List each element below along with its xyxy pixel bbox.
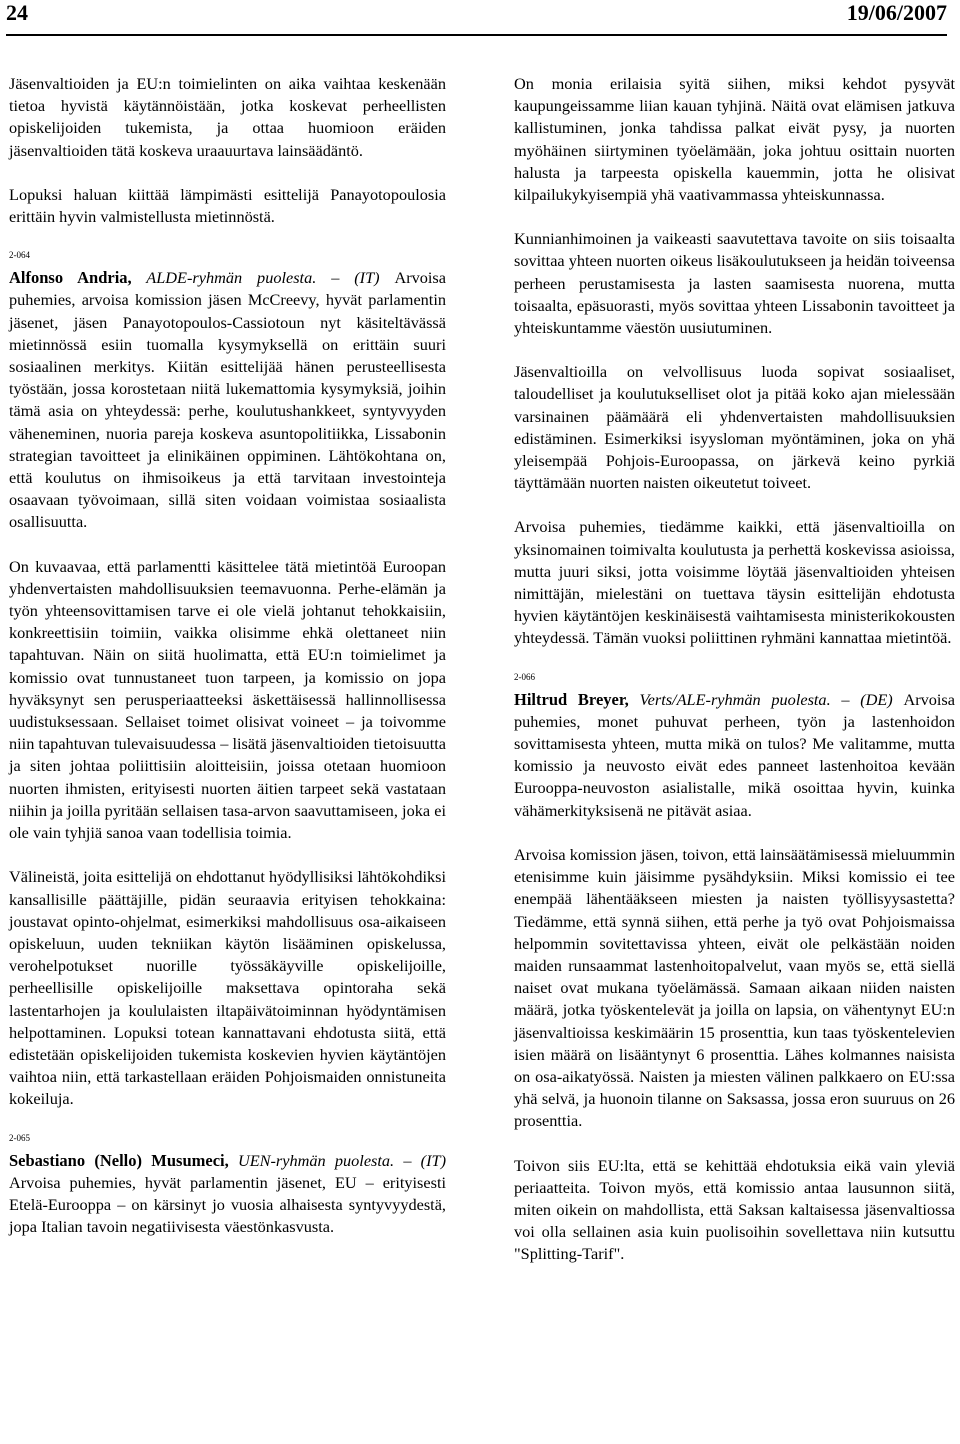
speech-paragraph	[514, 689, 955, 822]
speech-text: Arvoisa puhemies, arvoisa komission jäsen McCreevy, hyvät parlamentin jäsenet, jäsen Panayotopoulos-Cassiotoun nyt käsiteltävässä mietinnössä esiin tuomalla kysymyksellä on erittäin suuri sosiaalinen merkitys. Kiitän esittelijää hänen perusteellisesta työstään, jossa korostetaan niitä lukemattomia kysymyksiä, joihin tämä asia on yhteydessä: perhe, koulutushankkeet, syntyvyyden väheneminen, nuoria pareja koskeva asuntopolitiikka, Lissabonin strategian tavoitteet ja elinikäinen oppiminen. Lähtökohtana on, että koulutus on ihmisoikeus ja että tarvitaan investointeja osaavaan työvoimaan, sillä siten voidaan voimistaa sosiaalista osallisuutta.	[9, 268, 446, 532]
paragraph: Arvoisa puhemies, tiedämme kaikki, että jäsenvaltioilla on yksinomainen toimivalta koulutusta ja perhettä koskevissa asioissa, mutta juuri siksi, jotta voisimme löytää jäsenvaltioiden yhteisen nimittäjän, mielestäni on tuettava täysin esittelijän ehdotusta hyvien käytäntöjen keskinäisestä vaihtamisesta ministerikokousten yhteydessä. Tämän vuoksi poliittinen ryhmäni kannattaa mietintöä.	[514, 517, 955, 648]
paragraph: Toivon siis EU:lta, että se kehittää ehdotuksia eikä vain yleviä periaatteita. Toivon myös, että komissio antaa lausunnon siitä, miten oikein on mahdollista, että Saksan kaltaisessa jäsenvaltiossa voi olla sellainen asia kuin puolisoihin sovellettava niin kutsuttu "Splitting-Tarif".	[514, 1155, 955, 1264]
paragraph: Välineistä, joita esittelijä on ehdottanut hyödyllisiksi lähtökohdiksi kansallisille päättäjille, pidän seuraavia erityisen tehokkaina: joustavat opinto-ohjelmat, esimerkiksi mahdollisuus osa-aikaiseen opiskeluun, uuden tekniikan käytön lisääminen opiskelussa, verohelpotukset nuorille työssäkäyville opiskelijoille, perheellisille opiskelijoille maksettava opintoraha sekä lastentarhojen ja koululaisten iltapäivätoiminnan hyödyntämisen helpottaminen. Lopuksi totean kannattavani ehdotusta siitä, että edistetään opiskelijoiden tukemista koskevien hyvien käytäntöjen vaihtoa niin, että tarkastellaan eräiden Pohjoismaiden onnistuneita kokeiluja.	[9, 867, 446, 1109]
header-rule	[6, 34, 947, 36]
item-number: 2-066	[514, 671, 535, 682]
language-code: – (IT)	[316, 268, 395, 288]
language-code: – (IT)	[394, 1150, 447, 1170]
paragraph: Arvoisa komission jäsen, toivon, että lainsäätämisessä mieluummin etenisimme kuin jäisimme pysähdyksiin. Miksi komissio ei tee enempää lähentääkseen miesten ja naisten työllisyysastetta? Tiedämme, että synnä siihen, että perhe ja työ ovat Pohjoismaissa helpommin sovitettavissa yhteen, eivät ole pelkästään noiden maiden runsaammat lastenhoitopalvelut, vaan myös se, että siellä naiset ovat mukana työelämässä. Samaan aikaan niiden naisten määrä, jotka työskentelevät ja joilla on lapsia, on vähentynyt EU:n jäsenvaltioissa keskimäärin 15 prosenttia, kun taas työskentelevien isien määrä on lisääntynyt 6 prosenttia. Lähes kolmannes naisista on osa-aikatyössä. Naisten ja miesten välinen palkkaero on EU:ssa yhä selvä, ja huonoin tilanne on Saksassa, jossa eron suuruus on 26 prosenttia.	[514, 844, 955, 1131]
paragraph: Lopuksi haluan kiittää lämpimästi esittelijä Panayotopoulosia erittäin hyvin valmistellusta mietinnöstä.	[9, 184, 446, 227]
paragraph: On monia erilaisia syitä siihen, miksi kehdot pysyvät kaupungeissamme liian kauan tyhjinä. Näitä ovat elämisen jatkuva kallistuminen, jonka tahdissa palkat eivät pysy, ja nuorten myöhäinen siirtyminen työelämään, joka johtuu osittain nuorten halusta ja tarpeesta opiskella kauemmin, jotta he olisivat kilpailukykyisempiä yhä vaativammassa yhteiskunnassa.	[514, 74, 955, 205]
paragraph: Kunnianhimoinen ja vaikeasti saavutettava tavoite on siis toisaalta sovittaa yhteen nuorten oikeus lisäkoulutukseen ja heidän toiveensa perheen perustamisesta ja lasten saamisesta nuorena, mutta toisaalta, epäsuorasti, myös sovittaa yhteen Lissabonin tavoitteet ja yhteiskuntamme väestön uusiutuminen.	[514, 229, 955, 338]
right-column	[514, 73, 955, 1288]
left-column	[9, 73, 446, 1238]
session-date: 19/06/2007	[846, 0, 947, 25]
item-number: 2-064	[9, 250, 30, 261]
paragraph: Jäsenvaltioiden ja EU:n toimielinten on aika vaihtaa keskenään tietoa hyvistä käytännöistään, jotka koskevat perheellisten opiskelijoiden tukemista, ja ottaa huomioon eräiden jäsenvaltioiden tätä koskeva uraauurtava lainsäädäntö.	[9, 74, 446, 160]
speaker-affiliation: UEN-ryhmän puolesta.	[228, 1150, 395, 1170]
speaker-affiliation: ALDE-ryhmän puolesta.	[131, 268, 317, 288]
page-number: 24	[6, 0, 28, 25]
speaker-name: Sebastiano (Nello) Musumeci,	[9, 1150, 229, 1170]
speech-text: Arvoisa puhemies, hyvät parlamentin jäsenet, EU – erityisesti Etelä-Eurooppa – on kärsinyt jo vuosia alhaisesta syntyvyydestä, jopa Italian tavoin negatiivisesta väestönkasvusta.	[9, 1172, 446, 1237]
speech-paragraph	[9, 267, 446, 533]
speaker-affiliation: Verts/ALE-ryhmän puolesta.	[628, 689, 831, 709]
paragraph: Jäsenvaltioilla on velvollisuus luoda sopivat sosiaaliset, taloudelliset ja koulutukselliset olot ja pitää koko ajan mielessään varsinainen päämäärä eli yhdenvertaisten mahdollisuuksien edistäminen. Esimerkiksi isyysloman myöntäminen, joka on yhä yleisempää Pohjois-Euroopassa, on järkevä keino pyrkiä täyttämään nuorten naisten oikeutetut toiveet.	[514, 362, 955, 493]
speech-paragraph	[9, 1150, 446, 1239]
paragraph: On kuvaavaa, että parlamentti käsittelee tätä mietintöä Euroopan yhdenvertaisten mahdollisuuksien teemavuonna. Perhe-elämän ja työn yhteensovittamisen tarve ei ole vielä johtanut tehokkaisiin, konkreettisiin toimiin, vaikka olisimme ehkä olettaneet niin tapahtuvan. Näin on siitä huolimatta, että EU:n toimielimet ja komissio ovat tunnustaneet tuon tarpeen, ja komissio on jopa hyväksynyt sen perusperiaatteeksi äskettäisessä hallinnollisessa uudistuksessaan. Sellaiset toimet olisivat voineet – ja toivomme niin tapahtuvan tulevaisuudessa – lisätä jäsenvaltioiden tietoisuutta ja siten johtaa poliittisiin aloitteisiin, joissa otetaan huomioon nuorten ihmisten, erityisesti nuorten äitien tarpeet sekä vastataan niihin ja joilla pyritään sellaisen tasa-arvon saavuttamiseen, joka ei ole vain tyhjiä sanoa vaan todellisia toimia.	[9, 556, 446, 843]
speaker-name: Alfonso Andria,	[9, 268, 132, 288]
speaker-name: Hiltrud Breyer,	[514, 689, 629, 709]
item-number: 2-065	[9, 1132, 30, 1143]
language-code: – (DE)	[830, 689, 904, 709]
page-header	[6, 0, 947, 43]
speech-text: Arvoisa puhemies, monet puhuvat perheen, työn ja lastenhoidon sovittamisesta yhteen, mutta mikä on tulos? Me valitamme, mutta komissio ja neuvosto eivät edes panneet lastenhoitoa kevään Eurooppa-neuvoston asialistalle, mikä osoittaa hyvin, kuinka vähämerkityksisenä ne pitävät asiaa.	[514, 689, 955, 820]
